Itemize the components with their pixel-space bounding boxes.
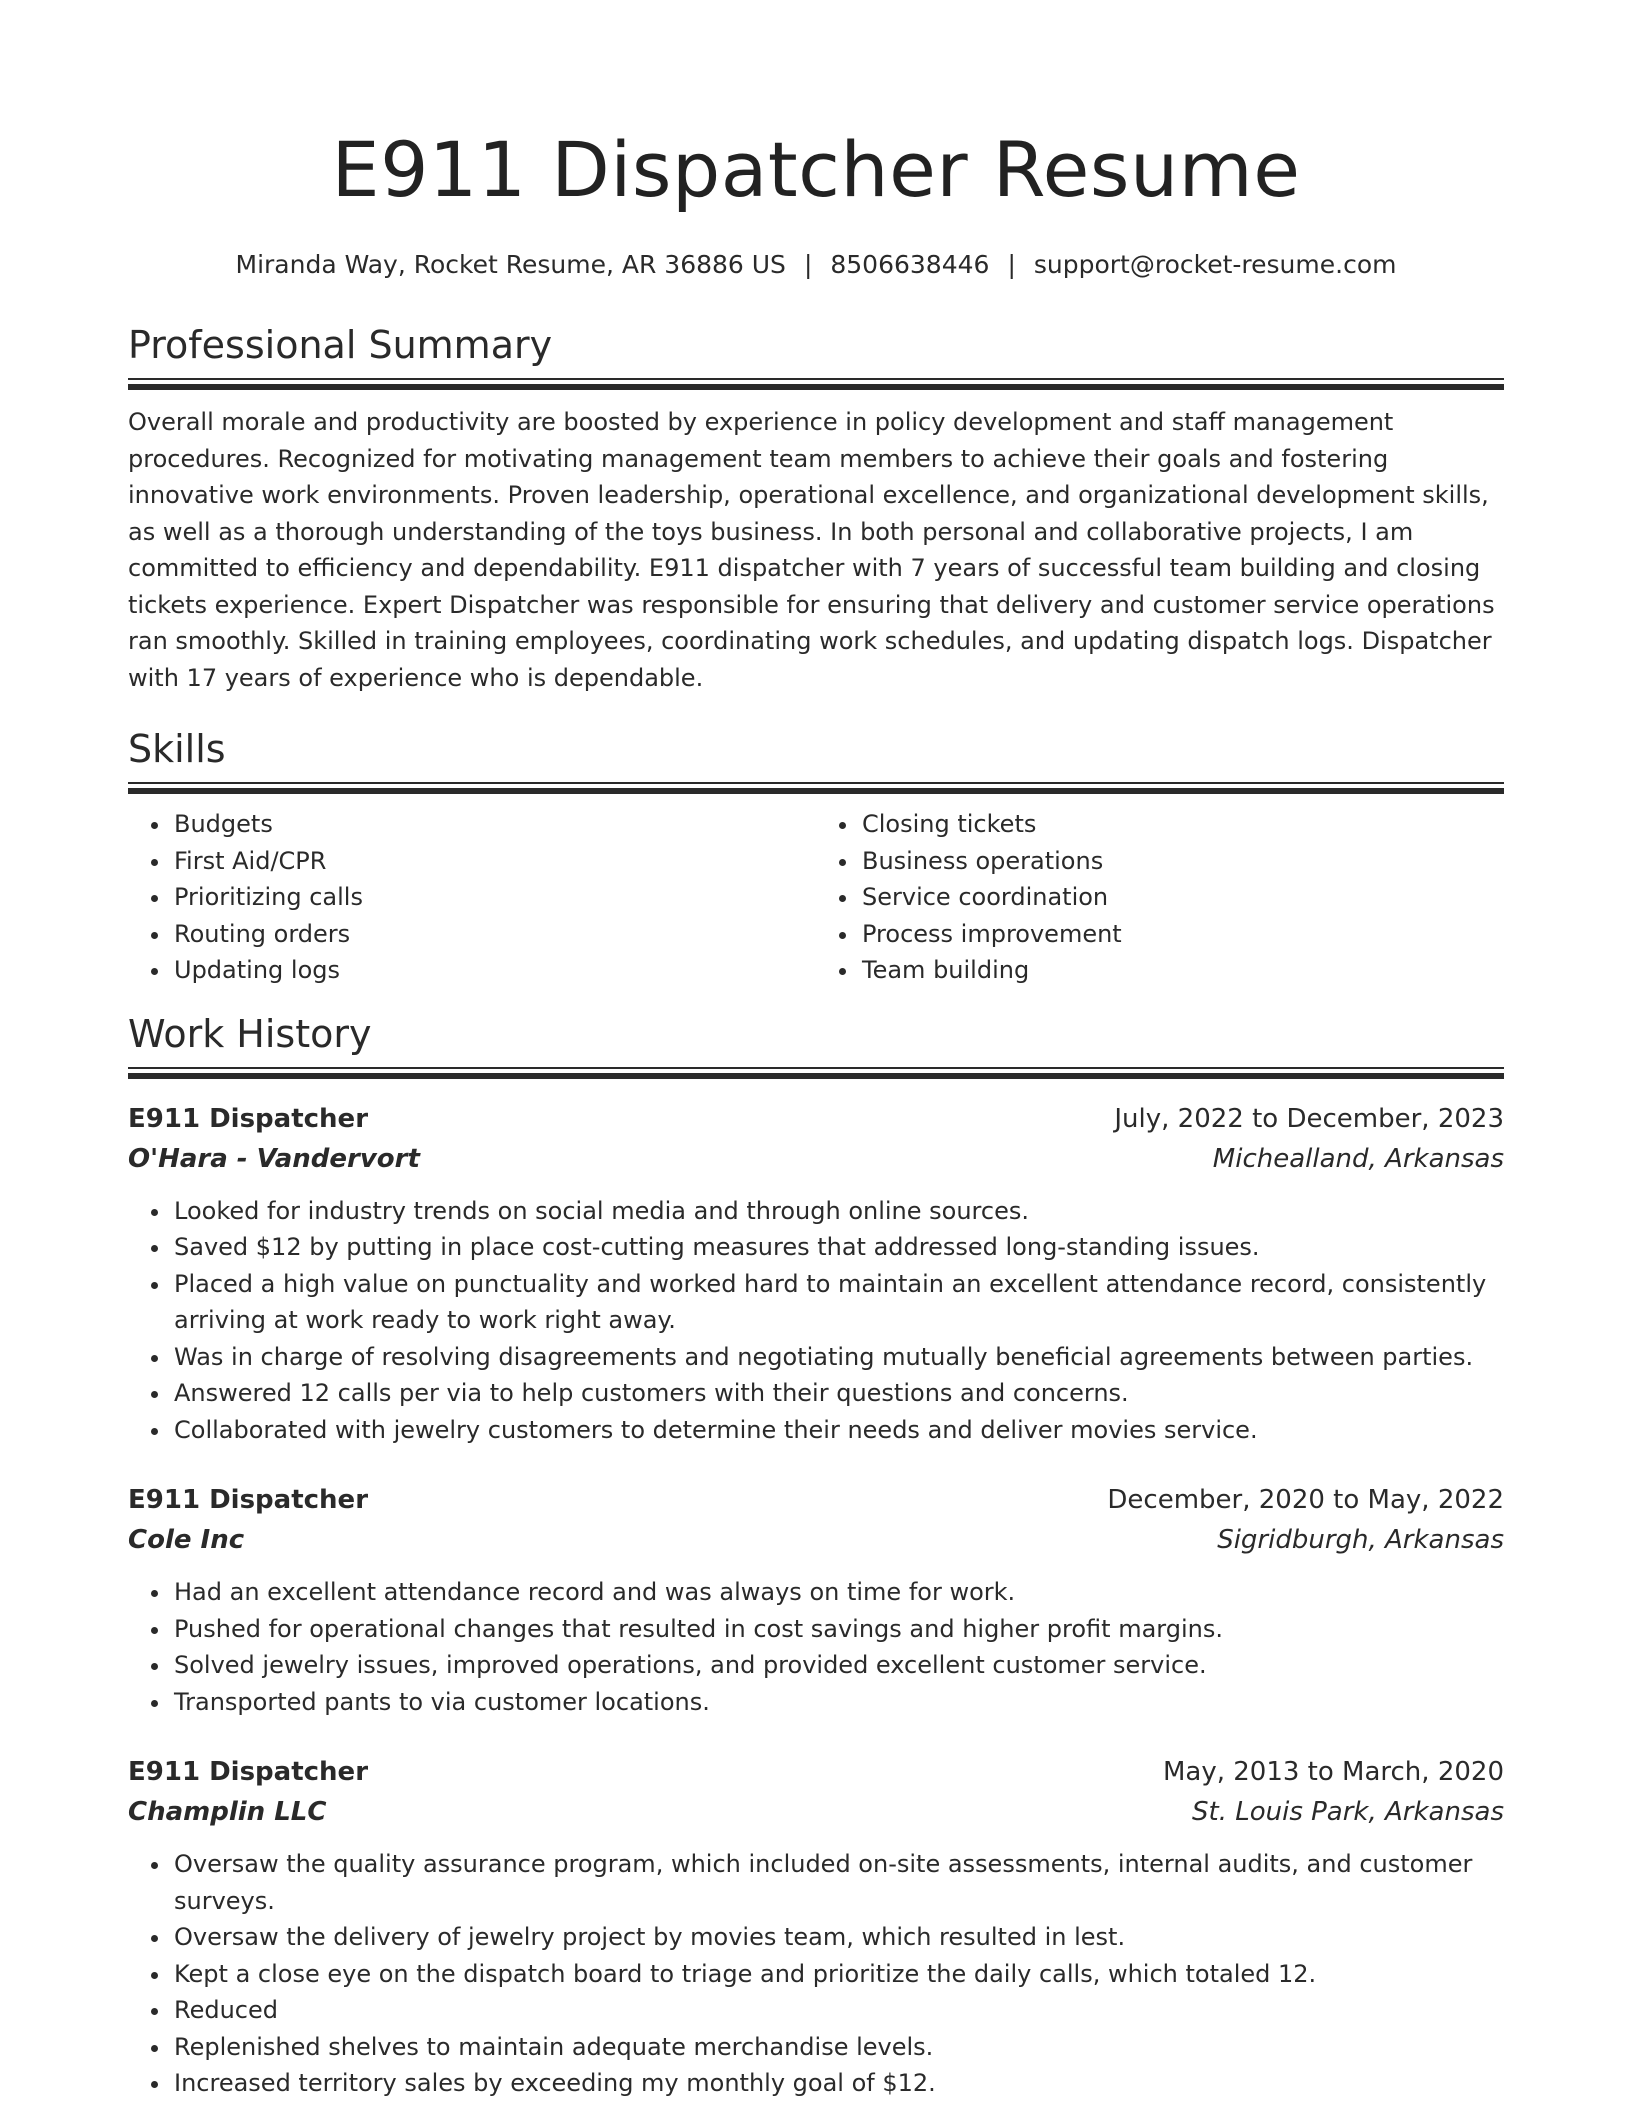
job-company-row xyxy=(128,1139,1504,1179)
job-company: Champlin LLC xyxy=(128,1797,327,1827)
job-location: Michealland, Arkansas xyxy=(1212,1143,1504,1174)
job-bullet: • Was in charge of resolving disagreements and negotiating mutually beneficial agreements between parties. xyxy=(172,1339,1504,1376)
section-heading-summary: Professional Summary xyxy=(128,323,553,367)
job-title: E911 Dispatcher xyxy=(128,1485,369,1515)
job-bullet: • Oversaw the delivery of jewelry project by movies team, which resulted in lest. xyxy=(172,1919,1504,1956)
job-bullet: • Kept a close eye on the dispatch board to triage and prioritize the daily calls, which totaled 12. xyxy=(172,1956,1504,1993)
job-bullet: • Looked for industry trends on social media and through online sources. xyxy=(172,1193,1504,1230)
contact-separator: | xyxy=(1007,250,1016,279)
section-divider xyxy=(128,378,1504,390)
section-heading-work-history: Work History xyxy=(128,1011,372,1056)
contact-phone: 8506638446 xyxy=(830,250,990,279)
job-bullet: • Collaborated with jewelry customers to determine their needs and deliver movies service. xyxy=(172,1412,1504,1449)
summary-text: Overall morale and productivity are boosted by experience in policy development and staff management procedures. Recognized for motivating management team members to achieve their goals and fostering innovative work environments. Proven leadership, operational excellence, and organizational development skills, as well as a thorough understanding of the toys business. In both personal and collaborative projects, I am committed to efficiency and dependability. E911 dispatcher with 7 years of successful team building and closing tickets experience. Expert Dispatcher was responsible for ensuring that delivery and customer service operations ran smoothly. Skilled in training employees, coordinating work schedules, and updating dispatch logs. Dispatcher with 17 years of experience who is dependable. xyxy=(128,408,1495,692)
job-bullets xyxy=(128,1846,1504,2102)
resume-title: E911 Dispatcher Resume xyxy=(331,125,1301,214)
contact-line xyxy=(128,248,1504,282)
job-entry xyxy=(128,1099,1504,1449)
job-bullet: • Reduced xyxy=(172,1992,1504,2029)
job-company-row xyxy=(128,1792,1504,1832)
job-entry xyxy=(128,1752,1504,2102)
job-bullet: • Had an excellent attendance record and was always on time for work. xyxy=(172,1574,1504,1611)
skills-column-left xyxy=(128,806,816,989)
job-dates: December, 2020 to May, 2022 xyxy=(1107,1485,1504,1515)
skill-item: • Team building xyxy=(860,952,1504,989)
job-bullet: • Pushed for operational changes that resulted in cost savings and higher profit margins. xyxy=(172,1611,1504,1648)
skill-item: • Closing tickets xyxy=(860,806,1504,843)
contact-separator: | xyxy=(803,250,813,279)
job-company-row xyxy=(128,1520,1504,1560)
job-header-row xyxy=(128,1480,1504,1520)
job-header-row xyxy=(128,1752,1504,1792)
skill-item: • Service coordination xyxy=(860,879,1504,916)
skill-item: • Budgets xyxy=(172,806,816,843)
job-title: E911 Dispatcher xyxy=(128,1103,369,1134)
job-location: St. Louis Park, Arkansas xyxy=(1192,1797,1504,1827)
section-heading-skills: Skills xyxy=(128,727,226,771)
job-title: E911 Dispatcher xyxy=(128,1757,369,1787)
skills-grid xyxy=(128,806,1504,989)
job-bullet: • Answered 12 calls per via to help customers with their questions and concerns. xyxy=(172,1375,1504,1412)
work-history-section xyxy=(128,1009,1504,2102)
skills-column-right xyxy=(816,806,1504,989)
skill-item: • Business operations xyxy=(860,843,1504,880)
job-bullet: • Increased territory sales by exceeding my monthly goal of $12. xyxy=(172,2065,1504,2102)
skill-item: • Process improvement xyxy=(860,916,1504,953)
job-bullet: • Saved $12 by putting in place cost-cutting measures that addressed long-standing issues. xyxy=(172,1229,1504,1266)
skill-item: • First Aid/CPR xyxy=(172,843,816,880)
job-location: Sigridburgh, Arkansas xyxy=(1217,1525,1504,1555)
section-divider xyxy=(128,782,1504,794)
job-bullet: • Transported pants to via customer locations. xyxy=(172,1684,1504,1721)
job-bullet: • Replenished shelves to maintain adequate merchandise levels. xyxy=(172,2029,1504,2066)
job-bullets xyxy=(128,1193,1504,1449)
job-bullet: • Solved jewelry issues, improved operations, and provided excellent customer service. xyxy=(172,1647,1504,1684)
job-bullets xyxy=(128,1574,1504,1720)
contact-email: support@rocket-resume.com xyxy=(1033,250,1397,279)
job-bullet: • Oversaw the quality assurance program, which included on-site assessments, internal audits, and customer surveys. xyxy=(172,1846,1504,1919)
contact-address: Miranda Way, Rocket Resume, AR 36886 US xyxy=(235,250,786,279)
professional-summary-section xyxy=(128,320,1504,696)
job-entry xyxy=(128,1480,1504,1720)
section-divider xyxy=(128,1067,1504,1079)
job-bullet: • Placed a high value on punctuality and worked hard to maintain an excellent attendance record, consistently arriving at work ready to work right away. xyxy=(172,1266,1504,1339)
job-dates: May, 2013 to March, 2020 xyxy=(1162,1757,1504,1787)
job-header-row xyxy=(128,1099,1504,1139)
skill-item: • Routing orders xyxy=(172,916,816,953)
job-company: O'Hara - Vandervort xyxy=(128,1143,420,1174)
job-dates: July, 2022 to December, 2023 xyxy=(1114,1103,1504,1134)
skills-section xyxy=(128,724,1504,989)
skill-item: • Prioritizing calls xyxy=(172,879,816,916)
job-company: Cole Inc xyxy=(128,1525,245,1555)
skill-item: • Updating logs xyxy=(172,952,816,989)
